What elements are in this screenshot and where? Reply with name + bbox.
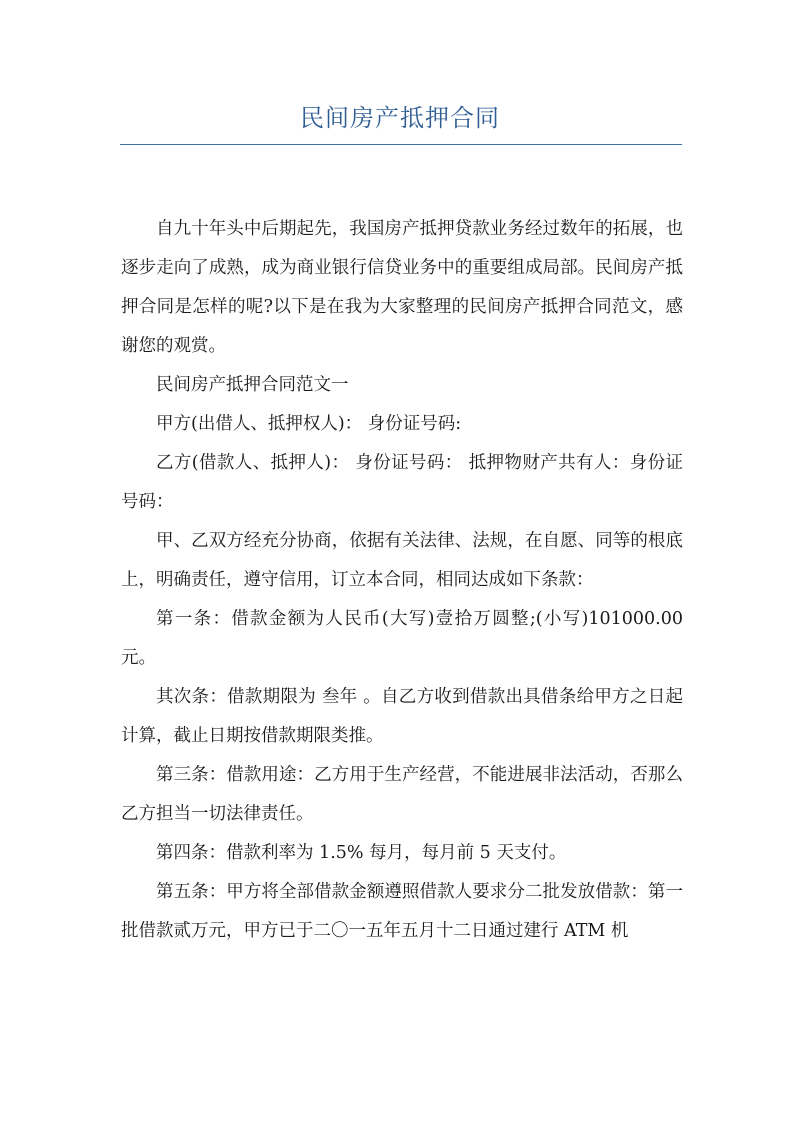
paragraph-intro: 自九十年头中后期起先，我国房产抵押贷款业务经过数年的拓展，也逐步走向了成熟，成为商业银行信贷业务中的重要组成局部。民间房产抵押合同是怎样的呢?以下是在我为大家整理的民间房产抵押合同范文，感谢您的观赏。: [121, 219, 683, 356]
paragraph-clause-4: 第四条：借款利率为 1.5% 每月，每月前 5 天支付。: [156, 843, 567, 863]
paragraph-party-b: 乙方(借款人、抵押人)： 身份证号码： 抵押物财产共有人：身份证号码：: [121, 453, 683, 512]
document-title: 民间房产抵押合同: [300, 104, 500, 132]
paragraph-party-a: 甲方(出借人、抵押权人)： 身份证号码:: [156, 414, 462, 434]
paragraph-clause-5: 第五条：甲方将全部借款金额遵照借款人要求分二批发放借款：第一批借款贰万元，甲方已于二〇一五年五月十二日通过建行 ATM 机: [121, 882, 683, 941]
paragraph-sample-heading: 民间房产抵押合同范文一: [156, 375, 349, 395]
paragraph-clause-3: 第三条：借款用途：乙方用于生产经营，不能进展非法活动，否那么乙方担当一切法律责任。: [121, 765, 683, 824]
paragraph-clause-2: 其次条：借款期限为 叁年 。自乙方收到借款出具借条给甲方之日起计算，截止日期按借款期限类推。: [121, 687, 683, 746]
title-underline: [120, 144, 682, 145]
paragraph-agreement: 甲、乙双方经充分协商，依据有关法律、法规，在自愿、同等的根底上，明确责任，遵守信用，订立本合同，相同达成如下条款：: [121, 531, 683, 590]
document-body: [121, 210, 683, 951]
paragraph-clause-1: 第一条：借款金额为人民币(大写)壹拾万圆整;(小写)101000.00元。: [121, 609, 683, 668]
